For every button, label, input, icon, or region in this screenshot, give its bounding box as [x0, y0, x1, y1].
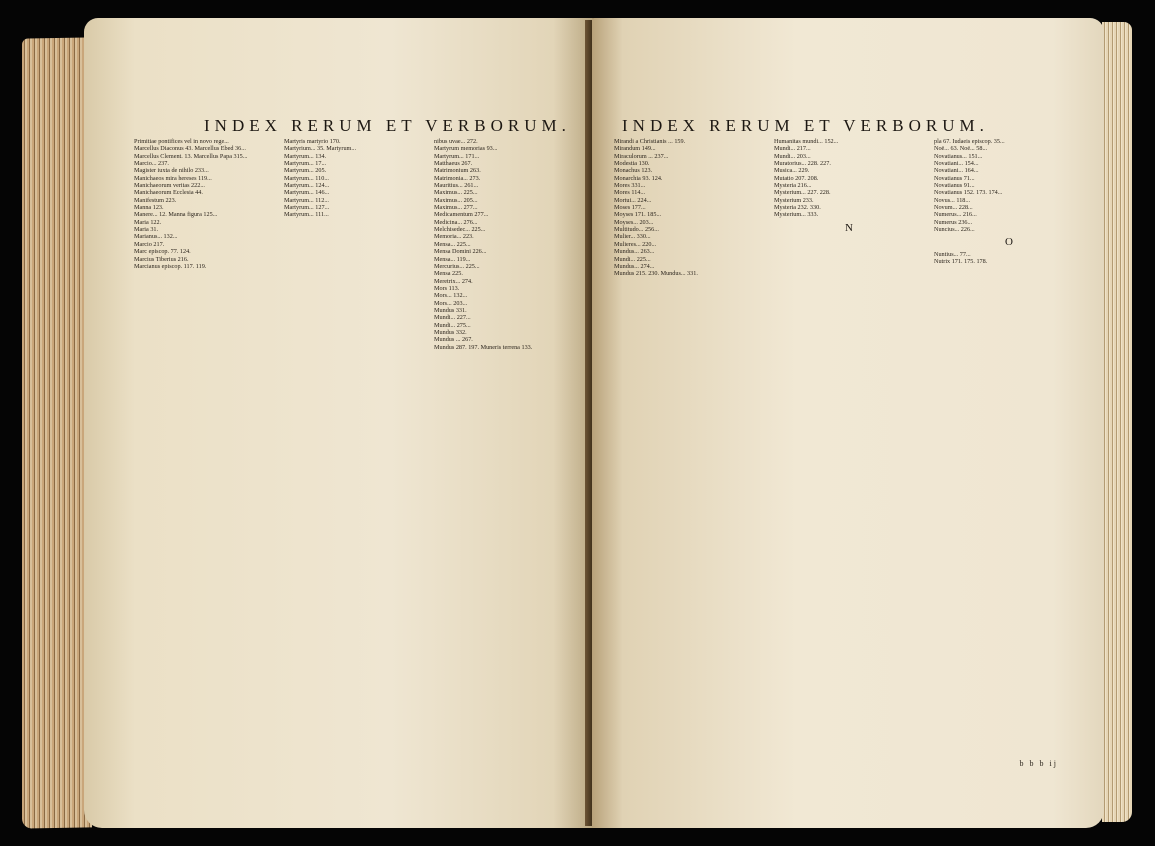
- index-entry: Martyrum... 111...: [284, 211, 329, 219]
- index-entry: Novatianus 71...: [934, 174, 975, 182]
- index-entry: Mysteria 216...: [774, 182, 812, 190]
- index-entry: Mysteria 232. 330.: [774, 204, 821, 212]
- index-entry: Multitudo... 256...: [614, 226, 659, 234]
- index-entry: Martyrum... 171...: [434, 152, 480, 160]
- left-column-1: [134, 138, 274, 738]
- index-entry: Mundus 287. 197. Muneris terrena 133.: [434, 343, 533, 351]
- index-entry: Manifestum 223.: [134, 196, 177, 204]
- index-entry: Mors... 203...: [434, 299, 468, 307]
- index-entry: Mensa... 119...: [434, 255, 471, 263]
- running-head-left: INDEX RERUM ET VERBORUM.: [204, 116, 571, 135]
- index-entry: Martyrum... 127...: [284, 204, 330, 212]
- index-entry: Monachus 123.: [614, 167, 653, 175]
- index-entry: Melchisedec... 225...: [434, 226, 486, 234]
- index-entry: Manna 123.: [134, 204, 164, 212]
- index-entry: Meretrix... 274.: [434, 277, 473, 285]
- index-entry: Nutrix 171. 175. 178.: [934, 258, 988, 266]
- index-entry: Manere... 12. Manna figura 125...: [134, 211, 218, 219]
- index-entry: Manichaeos mira hereses 119...: [134, 174, 212, 182]
- index-entry: Numerus... 216...: [934, 211, 977, 219]
- index-entry: Humanitas mundi... 152...: [774, 138, 839, 145]
- index-entry: Mundus... 263...: [614, 248, 655, 256]
- index-entry: Novatiani... 154...: [934, 160, 979, 168]
- index-entry: Manichaeorum veritas 222...: [134, 182, 205, 190]
- open-book: [22, 8, 1132, 846]
- index-entry: pla 67. Iudaeis episcop. 35...: [934, 138, 1005, 145]
- index-entry: Martyrum... 17...: [284, 160, 327, 168]
- left-column-3: [434, 138, 574, 738]
- index-entry: Marianus... 132...: [134, 233, 178, 241]
- index-entry: Manichaeorum Ecclesia 44.: [134, 189, 203, 197]
- index-entry: Musica... 229.: [774, 167, 810, 175]
- index-entry: Primitiae pontifices vel in novo rege...: [134, 138, 229, 145]
- index-entry: Martyrum... 124...: [284, 182, 330, 190]
- index-entry: Martyrum... 110...: [284, 174, 329, 182]
- index-entry: Marcio... 237.: [134, 160, 169, 168]
- section-letter-n: N: [845, 221, 853, 234]
- index-entry: Matrimonia... 273.: [434, 174, 481, 182]
- index-entry: Nuntius... 77...: [934, 250, 971, 258]
- index-entry: Maximus... 205...: [434, 196, 478, 204]
- index-entry: Moyses 171. 185...: [614, 211, 662, 219]
- index-entry: Mensa Domini 226...: [434, 248, 487, 256]
- left-column-2: [284, 138, 424, 738]
- index-entry: Mors... 132...: [434, 292, 468, 300]
- page-edges-right: [1102, 22, 1132, 822]
- index-entry: Noë... 63. Noë... 58...: [934, 145, 988, 153]
- index-entry: Mundus 215. 230. Mundus... 331.: [614, 270, 698, 278]
- index-entry: Martyrum memorias 93...: [434, 145, 498, 153]
- index-entry: Memoria... 223.: [434, 233, 474, 241]
- index-entry: Martyris martyrio 170.: [284, 138, 341, 145]
- right-page: [592, 18, 1104, 828]
- index-entry: Mundi... 217...: [774, 145, 811, 153]
- index-entry: Martyrum... 112...: [284, 196, 329, 204]
- index-entry: Novus... 118...: [934, 196, 971, 204]
- page-edges-left: [22, 37, 92, 828]
- index-entry: Magister iuxta de nihilo 233...: [134, 167, 209, 175]
- index-entry: Novatiani... 164...: [934, 167, 979, 175]
- index-entry: Mysterium 233.: [774, 196, 814, 204]
- index-entry: Moyses... 203...: [614, 218, 654, 226]
- index-entry: Martyrum... 205.: [284, 167, 327, 175]
- index-entry: Mundi... 275...: [434, 321, 471, 329]
- index-entry: Maximus... 277...: [434, 204, 478, 212]
- index-entry: Medicamentum 277...: [434, 211, 489, 219]
- index-entry: Mulier... 330...: [614, 233, 651, 241]
- index-entry: Maximus... 225...: [434, 189, 478, 197]
- index-entry: Nuncius... 226...: [934, 226, 975, 234]
- right-column-2: [774, 138, 924, 738]
- index-entry: Mensa 225.: [434, 270, 463, 278]
- index-entry: Mundi... 227...: [434, 314, 471, 322]
- index-entry: Mortui... 224...: [614, 196, 652, 204]
- index-entry: Mores 114...: [614, 189, 646, 197]
- index-entry: Mundus... 274...: [614, 262, 655, 270]
- index-entry: Mercurius... 225...: [434, 262, 480, 270]
- index-entry: Mulieres... 220...: [614, 240, 657, 248]
- index-entry: Mors 113.: [434, 284, 460, 292]
- index-entry: Martyrum... 146...: [284, 189, 330, 197]
- index-entry: Maria 122.: [134, 218, 162, 226]
- index-entry: Numerus 236...: [934, 218, 973, 226]
- index-entry: Moses 177...: [614, 204, 646, 212]
- left-page: [84, 18, 594, 828]
- index-entry: Marcio 217.: [134, 240, 165, 248]
- index-entry: Marcellus Clement. 13. Marcellus Papa 315...: [134, 152, 248, 160]
- index-entry: Mysterium... 227. 228.: [774, 189, 831, 197]
- running-head-right: INDEX RERUM ET VERBORUM.: [622, 116, 989, 135]
- index-entry: Mutatio 207. 208.: [774, 174, 819, 182]
- index-entry: Mirandi a Christianis ... 159.: [614, 138, 686, 145]
- left-columns: [134, 138, 574, 738]
- index-entry: Maria 31.: [134, 226, 159, 234]
- index-entry: Novatianus 91...: [934, 182, 975, 190]
- index-entry: Medicina... 276...: [434, 218, 478, 226]
- index-entry: Marc episcop. 77. 124.: [134, 248, 191, 256]
- section-letter-o: O: [1005, 236, 1013, 249]
- folio-signature: b b b ij: [1019, 759, 1058, 768]
- index-entry: Mauritius... 261...: [434, 182, 479, 190]
- right-column-1: [614, 138, 764, 738]
- index-entry: Marcellus Diaconus 43. Marcellus Ebed 36...: [134, 145, 246, 153]
- index-entry: Mundus 331.: [434, 306, 467, 314]
- index-entry: Novatianus... 151...: [934, 152, 983, 160]
- index-entry: Mundi... 203...: [774, 152, 811, 160]
- index-entry: Miraculorum ... 237...: [614, 152, 669, 160]
- index-entry: Martyrum... 134.: [284, 152, 327, 160]
- index-entry: Mundus 332.: [434, 328, 467, 336]
- index-entry: Martyrium... 35. Martyrum...: [284, 145, 357, 153]
- index-entry: Marcius Tiberius 216.: [134, 255, 189, 263]
- index-entry: Muratorius... 228. 227.: [774, 160, 831, 168]
- index-entry: Novatianus 152. 173. 174...: [934, 189, 1003, 197]
- index-entry: Novum... 228...: [934, 204, 973, 212]
- index-entry: Mundi... 225...: [614, 255, 651, 263]
- index-entry: Modestia 130.: [614, 160, 650, 168]
- index-entry: Mensa... 225...: [434, 240, 471, 248]
- index-entry: Mundus ... 267.: [434, 336, 473, 344]
- right-column-3: [934, 138, 1084, 738]
- index-entry: Matrimonium 263.: [434, 167, 481, 175]
- index-entry: Matthaeus 267.: [434, 160, 473, 168]
- index-entry: nibus uvae... 272.: [434, 138, 478, 145]
- index-entry: Marcianus episcop. 117. 119.: [134, 262, 207, 270]
- index-entry: Mirandum 149...: [614, 145, 656, 153]
- index-entry: Monarchia 93. 124.: [614, 174, 663, 182]
- right-columns: [614, 138, 1084, 738]
- index-entry: Mores 331...: [614, 182, 646, 190]
- index-entry: Mysterium... 333.: [774, 211, 819, 219]
